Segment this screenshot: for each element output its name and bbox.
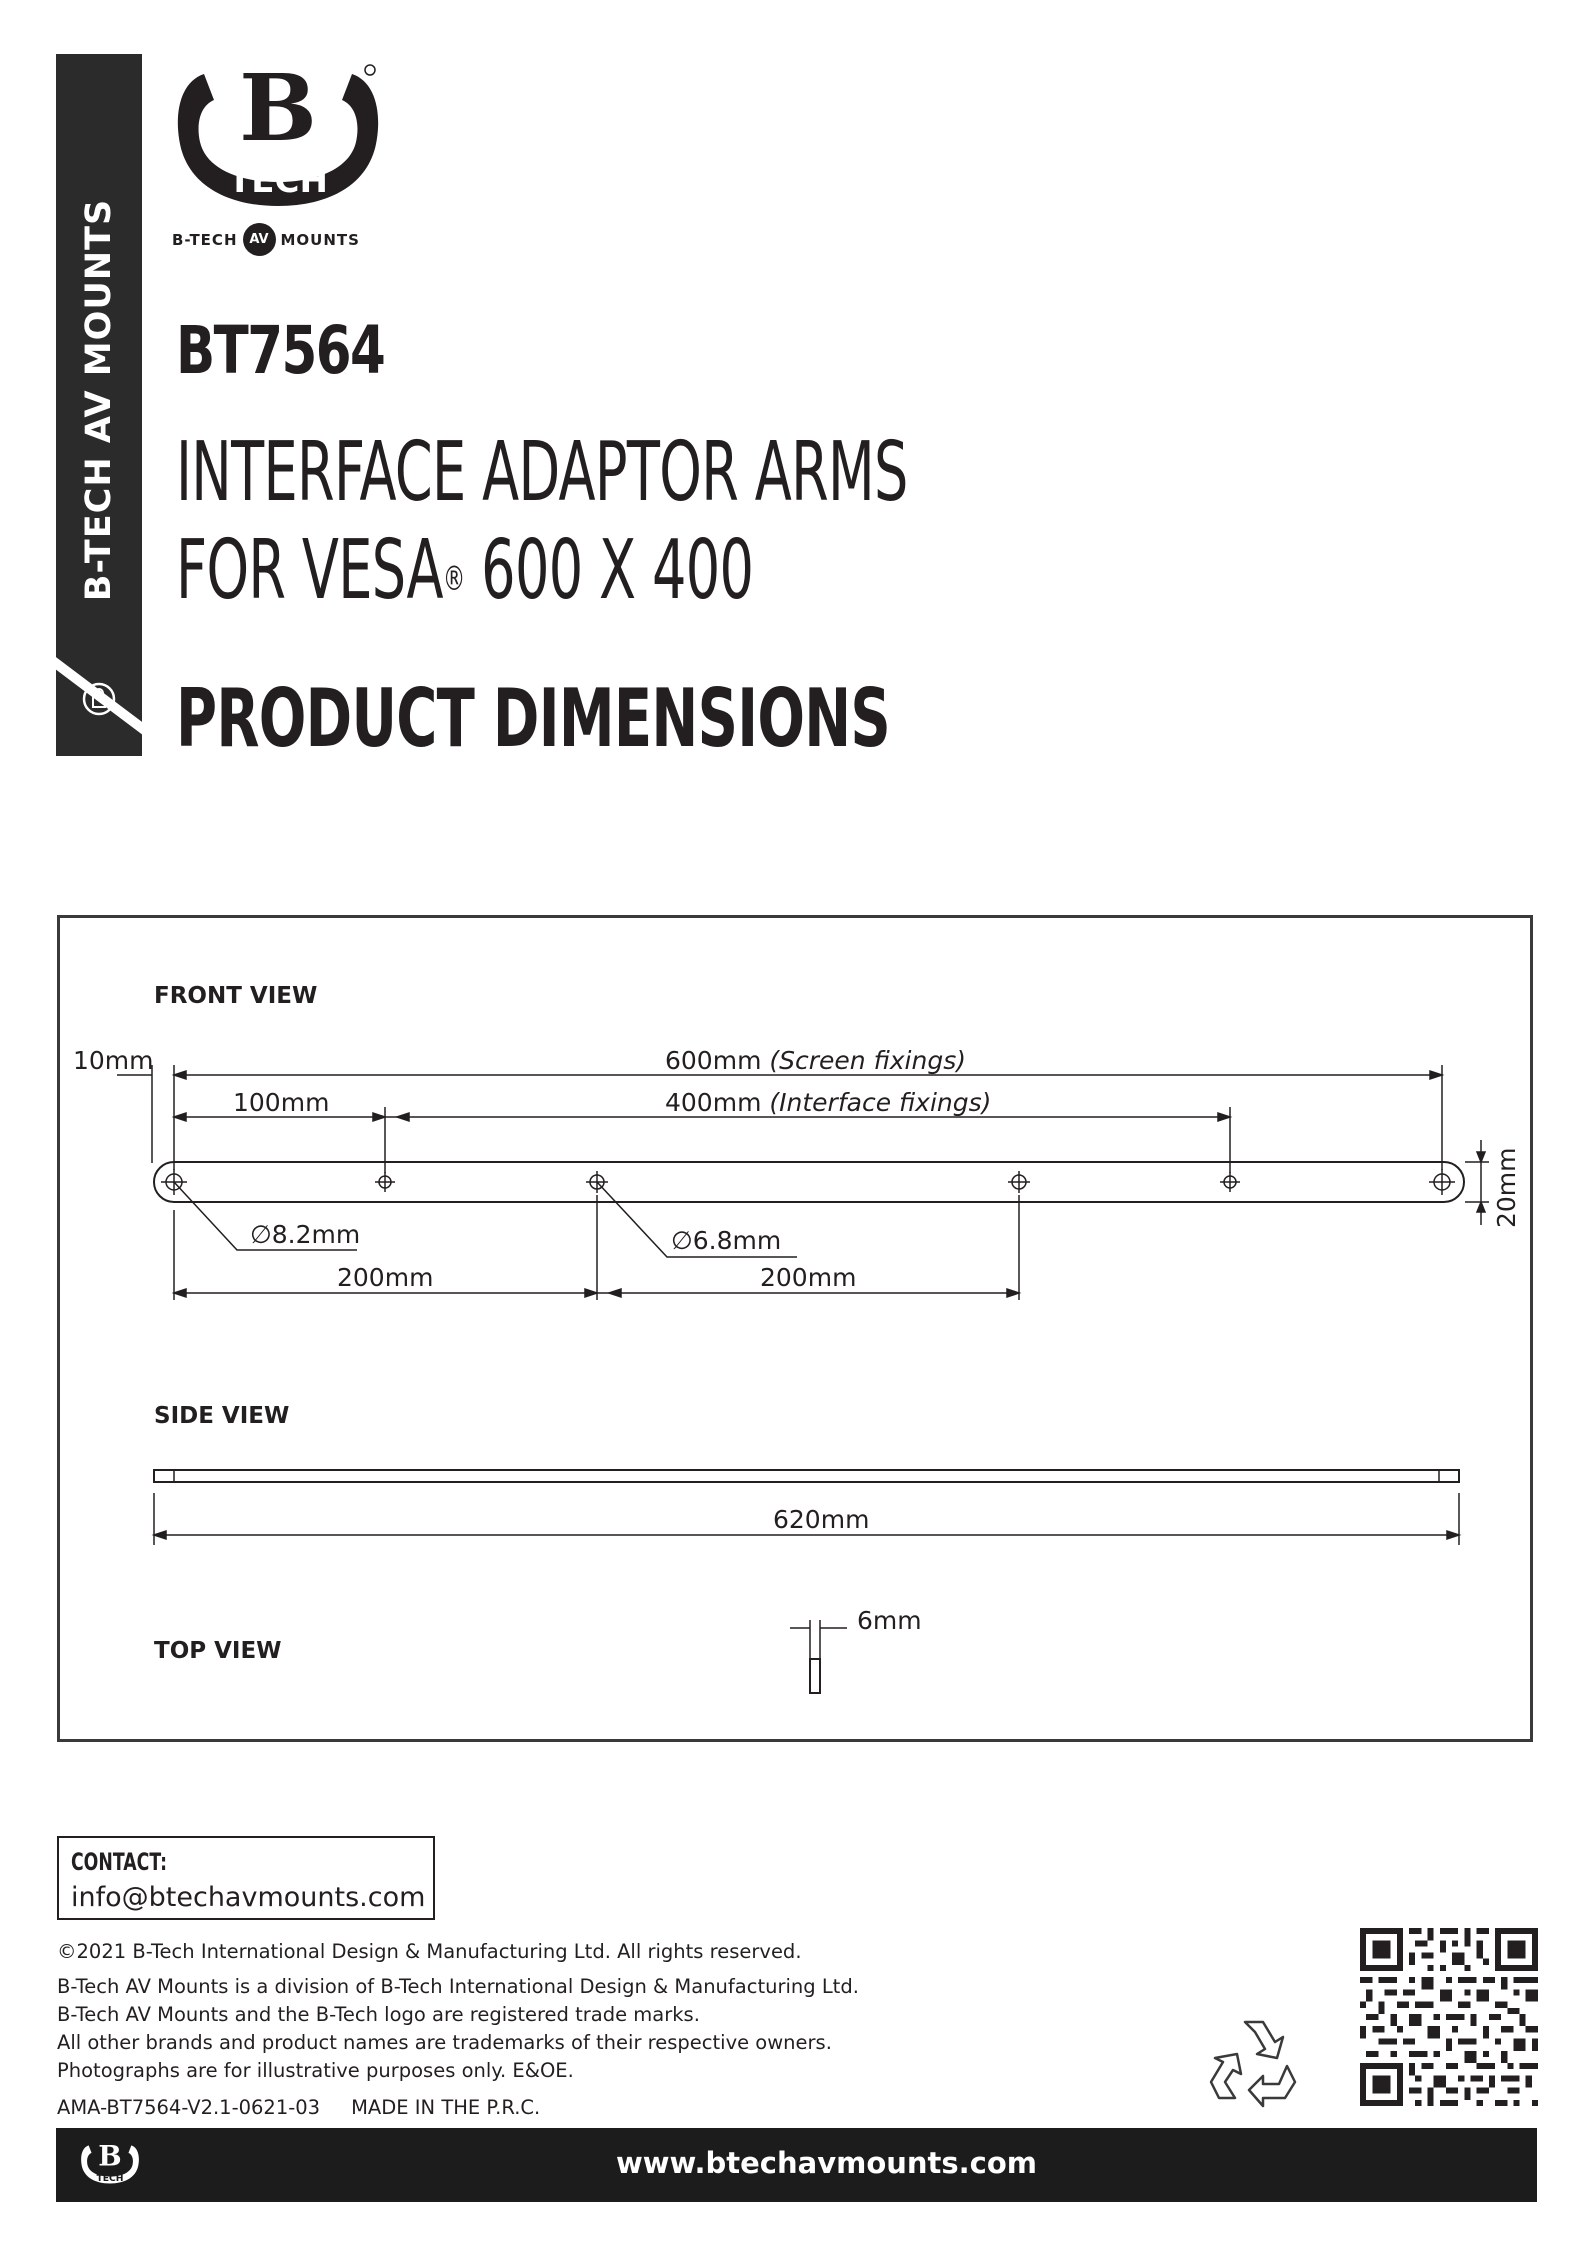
title-size: 600 X 400 [464,523,754,618]
top-arm-outline [810,1659,820,1693]
svg-text:B: B [98,2139,122,2173]
logo-sub-left: B-TECH [172,230,238,249]
dim-6-label: 6mm [857,1606,922,1635]
logo-word: TECH [228,161,328,201]
hole-4 [1008,1171,1030,1193]
footer-bar [56,2128,1537,2202]
shield-icon [82,682,116,716]
dim-20-label: 20mm [1492,1147,1521,1228]
section-title: PRODUCT DIMENSIONS [176,672,891,765]
legal-line-1: B-Tech AV Mounts is a division of B-Tech International Design & Manufacturing Ltd. [57,1975,859,1998]
model-number: BT7564 [176,312,385,389]
hole-6 [1429,1169,1455,1195]
copyright-text: ©2021 B-Tech International Design & Manufacturing Ltd. All rights reserved. [57,1940,802,1963]
product-title-line2 [176,522,908,620]
top-view-heading: TOP VIEW [154,1638,282,1664]
logo-letter: B [239,54,317,162]
legal-line-3: All other brands and product names are trademarks of their respective owners. [57,2031,832,2054]
dim-600-note: (Screen fixings) [769,1046,966,1075]
registered-mark: ® [442,559,465,599]
side-band-label: B-TECH AV MOUNTS [79,198,119,602]
front-arm-outline [154,1162,1464,1202]
svg-text:TECH: TECH [96,2173,124,2185]
dim-600-label [665,1046,966,1075]
legal-line-2: B-Tech AV Mounts and the B-Tech logo are registered trade marks. [57,2003,700,2026]
hole-small-label [671,1226,781,1255]
logo-subline [172,223,360,256]
dimension-diagram [57,915,1533,1742]
contact-box [57,1836,435,1920]
legal-line-4: Photographs are for illustrative purposes only. E&OE. [57,2059,574,2082]
side-band [56,54,142,756]
qr-code[interactable] [1360,1928,1538,2106]
dim-400-note: (Interface fixings) [769,1088,992,1117]
hole-large-value: 8.2mm [271,1220,361,1249]
dim-200-b-label: 200mm [760,1263,857,1292]
product-title [176,424,908,620]
side-arm-outline [154,1470,1459,1482]
product-title-line1: INTERFACE ADAPTOR ARMS [176,425,908,520]
hole-2 [375,1172,395,1192]
dim-620-label: 620mm [773,1505,870,1534]
doc-code-line [57,2096,540,2119]
logo-sub-av: AV [243,223,276,256]
dim-600-value: 600mm [665,1046,762,1075]
hole-large-label [250,1220,360,1249]
doc-code: AMA-BT7564-V2.1-0621-03 [57,2096,321,2119]
btech-logo [174,52,382,212]
made-in: MADE IN THE P.R.C. [351,2096,541,2119]
diameter-icon-large: ∅ [250,1220,272,1249]
diameter-icon-small: ∅ [671,1226,693,1255]
hole-5 [1220,1172,1240,1192]
registered-icon [365,65,375,75]
recycle-icon [1205,2010,1305,2110]
front-view-heading: FRONT VIEW [154,983,318,1009]
logo-sub-right: MOUNTS [280,230,360,249]
dim-10-label: 10mm [73,1046,154,1075]
contact-label: CONTACT: [71,1848,168,1876]
title-vesa: FOR VESA [176,523,443,618]
contact-email-link[interactable]: info@btechavmounts.com [71,1882,426,1913]
side-view-heading: SIDE VIEW [154,1403,290,1429]
dim-100-label: 100mm [233,1088,330,1117]
hole-small-value: 6.8mm [692,1226,782,1255]
dim-200-a-label: 200mm [337,1263,434,1292]
website-link[interactable]: www.btechavmounts.com [615,2146,1038,2180]
dim-400-label [665,1088,991,1117]
dim-400-value: 400mm [665,1088,762,1117]
